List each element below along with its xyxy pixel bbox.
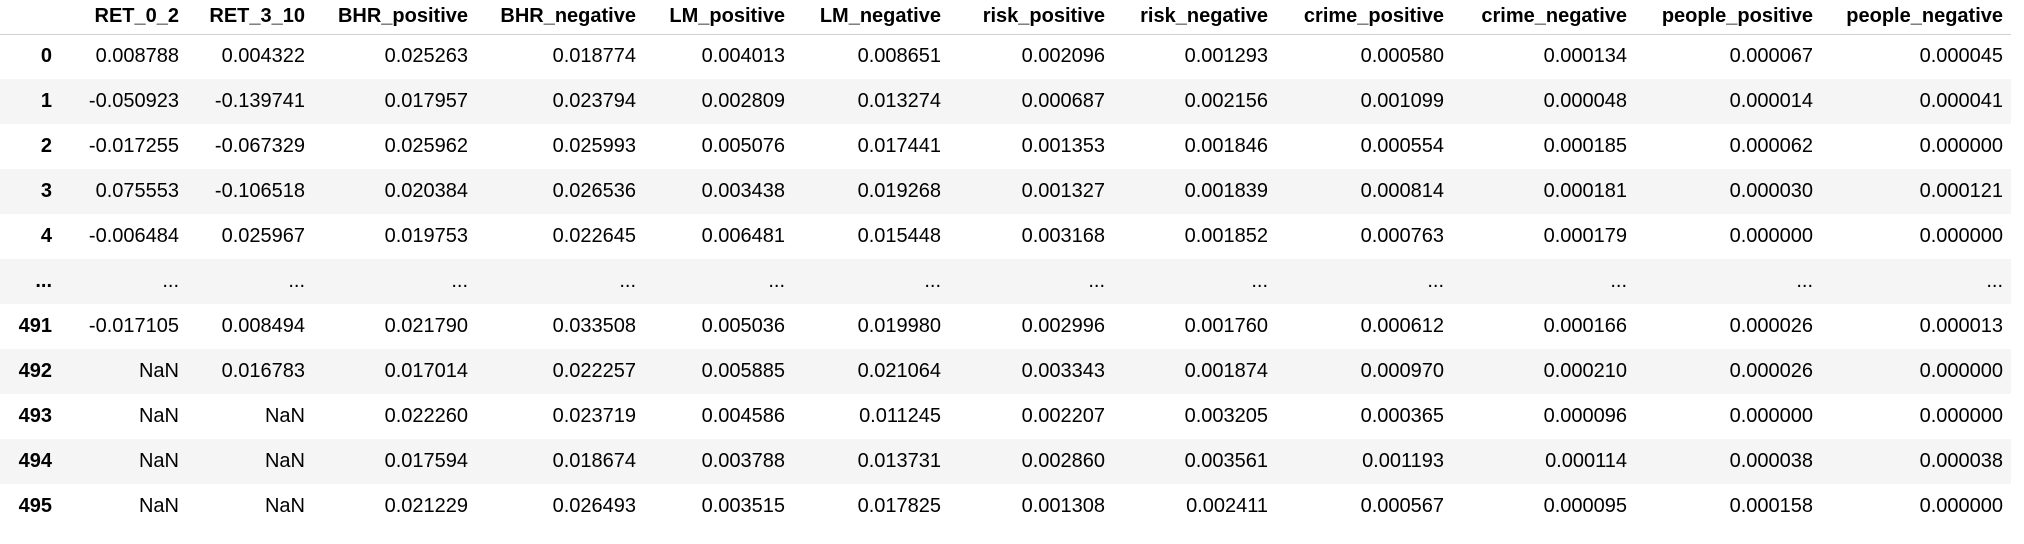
column-header: crime_negative [1452,0,1635,34]
table-cell: 0.020384 [384,180,468,202]
table-cell: 0.001099 [1360,90,1444,112]
table-cell: 0.033508 [552,315,636,337]
table-cell: 0.000041 [1919,90,2003,112]
table-cell: 0.000030 [1729,180,1813,202]
table-cell: 0.000048 [1543,90,1627,112]
table-cell: 0.001293 [1184,45,1268,68]
table-cell: 0.008651 [857,45,941,68]
table-cell: ... [1796,270,1813,292]
table-cell: NaN [138,450,179,472]
table-cell: 0.001839 [1184,180,1268,202]
table-cell: 0.019268 [857,180,941,202]
column-header: people_negative [1821,0,2011,34]
table-cell: NaN [264,405,305,427]
table-cell: NaN [138,495,179,517]
table-cell: 0.000013 [1919,315,2003,337]
table-cell: -0.050923 [88,90,179,112]
table-cell: 0.000038 [1919,450,2003,472]
table-cell: 0.000000 [1729,225,1813,247]
table-cell: 0.000580 [1360,45,1444,68]
table-cell: 0.021790 [384,315,468,337]
table-cell: 0.017441 [857,135,941,157]
table-cell: 0.017825 [857,495,941,517]
table-cell: 0.000181 [1543,180,1627,202]
table-row [0,214,2011,259]
column-header: BHR_negative [476,0,644,34]
index-header [0,0,60,34]
table-cell: 0.016783 [221,360,305,382]
table-cell: 0.004586 [701,405,785,427]
table-cell: 0.018674 [552,450,636,472]
table-row [0,349,2011,394]
table-cell: 0.000045 [1919,45,2003,68]
table-cell: 0.000000 [1919,225,2003,247]
table-cell: 0.008788 [95,45,179,68]
table-cell: 0.002156 [1184,90,1268,112]
table-cell: 0.000114 [1545,450,1627,472]
table-cell: 0.000000 [1919,495,2003,517]
table-cell: 0.005885 [701,360,785,382]
header-row [0,0,2011,34]
table-cell: 0.001852 [1184,225,1268,247]
table-cell: 0.011245 [859,405,941,427]
table-cell: 0.019980 [857,315,941,337]
table-row [0,34,2011,79]
table-cell: 0.026493 [552,495,636,517]
table-cell: 0.017594 [384,450,468,472]
table-cell: -0.017105 [88,315,179,337]
column-header: risk_negative [1113,0,1276,34]
table-cell: 0.003515 [701,495,785,517]
table-cell: 0.075553 [95,180,179,202]
row-index: 491 [18,315,52,337]
table-cell: 0.002860 [1021,450,1105,472]
table-row [0,484,2011,529]
table-cell: 0.000026 [1729,315,1813,337]
table-cell: 0.004322 [221,45,305,68]
table-cell: NaN [264,450,305,472]
table-cell: 0.002411 [1186,495,1268,517]
row-index: 4 [40,225,52,247]
row-index: 495 [18,495,52,517]
column-header: RET_3_10 [187,0,313,34]
table-cell: 0.006481 [701,225,785,247]
table-cell: 0.000096 [1543,405,1627,427]
table-cell: 0.000095 [1543,495,1627,517]
table-cell: 0.026536 [552,180,636,202]
table-cell: 0.005076 [701,135,785,157]
table-cell: 0.001760 [1184,315,1268,337]
table-cell: 0.025263 [384,45,468,68]
table-cell: 0.003561 [1184,450,1268,472]
row-index: 493 [18,405,52,427]
table-cell: 0.001327 [1021,180,1105,202]
table-row [0,169,2011,214]
table-cell: 0.000612 [1360,315,1444,337]
table-cell: ... [1427,270,1444,292]
table-cell: 0.023719 [552,405,636,427]
column-header: BHR_positive [313,0,476,34]
table-cell: 0.023794 [552,90,636,112]
table-cell: 0.000014 [1729,90,1813,112]
table-cell: ... [619,270,636,292]
table-cell: ... [1610,270,1627,292]
table-cell: ... [1986,270,2003,292]
table-cell: 0.015448 [857,225,941,247]
table-cell: ... [1088,270,1105,292]
table-cell: 0.003788 [701,450,785,472]
table-cell: 0.000365 [1360,405,1444,427]
row-index: 494 [18,450,52,472]
table-cell: NaN [138,360,179,382]
table-cell: 0.000026 [1729,360,1813,382]
table-cell: 0.000000 [1919,135,2003,157]
table-cell: ... [1251,270,1268,292]
row-index: 3 [40,180,52,202]
table-cell: 0.001353 [1021,135,1105,157]
table-cell: NaN [264,495,305,517]
table-cell: 0.000185 [1543,135,1627,157]
table-cell: ... [768,270,785,292]
column-header: LM_positive [644,0,793,34]
table-cell: 0.000134 [1543,45,1627,68]
table-cell: 0.000000 [1919,405,2003,427]
table-cell: 0.002996 [1021,315,1105,337]
table-cell: 0.000166 [1543,315,1627,337]
table-cell: NaN [138,405,179,427]
table-cell: 0.013274 [857,90,941,112]
table-cell: 0.000179 [1543,225,1627,247]
table-cell: ... [288,270,305,292]
table-cell: 0.000687 [1021,90,1105,112]
table-cell: 0.021064 [857,360,941,382]
table-row [0,394,2011,439]
table-cell: 0.019753 [384,225,468,247]
table-cell: 0.002809 [701,90,785,112]
table-cell: -0.006484 [88,225,179,247]
table-cell: ... [924,270,941,292]
column-header: people_positive [1635,0,1821,34]
table-cell: 0.000000 [1919,360,2003,382]
table-cell: 0.000814 [1360,180,1444,202]
row-index: ... [35,270,52,292]
table-cell: 0.000038 [1729,450,1813,472]
table-cell: 0.000000 [1729,405,1813,427]
table-cell: 0.000763 [1360,225,1444,247]
column-header: RET_0_2 [60,0,187,34]
table-cell: 0.022645 [552,225,636,247]
table-cell: 0.021229 [384,495,468,517]
table-cell: 0.001846 [1184,135,1268,157]
table-cell: 0.001308 [1021,495,1105,517]
table-cell: 0.005036 [701,315,785,337]
table-body [0,34,2011,529]
table-cell: 0.000567 [1360,495,1444,517]
table-cell: -0.067329 [214,135,305,157]
table-cell: 0.017014 [384,360,468,382]
table-cell: -0.139741 [214,90,305,112]
table-cell: 0.000158 [1729,495,1813,517]
table-cell: 0.013731 [857,450,941,472]
table-row [0,124,2011,169]
table-row [0,79,2011,124]
table-cell: 0.018774 [552,45,636,68]
table-cell: -0.106518 [214,180,305,202]
table-cell: 0.003205 [1184,405,1268,427]
column-header: crime_positive [1276,0,1452,34]
table-row [0,304,2011,349]
table-cell: 0.022260 [384,405,468,427]
table-cell: 0.000970 [1360,360,1444,382]
table-cell: 0.025993 [552,135,636,157]
table-cell: 0.004013 [701,45,785,68]
table-cell: 0.003343 [1021,360,1105,382]
column-header: risk_positive [949,0,1113,34]
table-cell: 0.000554 [1360,135,1444,157]
table-cell: 0.002207 [1021,405,1105,427]
table-cell: 0.000210 [1543,360,1627,382]
table-row [0,259,2011,304]
table-cell: 0.025962 [384,135,468,157]
table-cell: -0.017255 [88,135,179,157]
table-cell: 0.000062 [1729,135,1813,157]
row-index: 492 [18,360,52,382]
table-cell: 0.001874 [1184,360,1268,382]
table-cell: 0.022257 [552,360,636,382]
table-cell: ... [451,270,468,292]
table-cell: 0.001193 [1362,450,1444,472]
row-index: 2 [40,135,52,157]
table-cell: 0.008494 [221,315,305,337]
table-cell: 0.003168 [1021,225,1105,247]
row-index: 1 [40,90,52,112]
table-cell: 0.002096 [1021,45,1105,68]
row-index: 0 [40,45,52,68]
table-cell: 0.000121 [1919,180,2003,202]
table-cell: 0.003438 [701,180,785,202]
table-cell: 0.017957 [384,90,468,112]
column-header: LM_negative [793,0,949,34]
table-cell: 0.025967 [221,225,305,247]
table-cell: ... [162,270,179,292]
table-row [0,439,2011,484]
table-cell: 0.000067 [1729,45,1813,68]
